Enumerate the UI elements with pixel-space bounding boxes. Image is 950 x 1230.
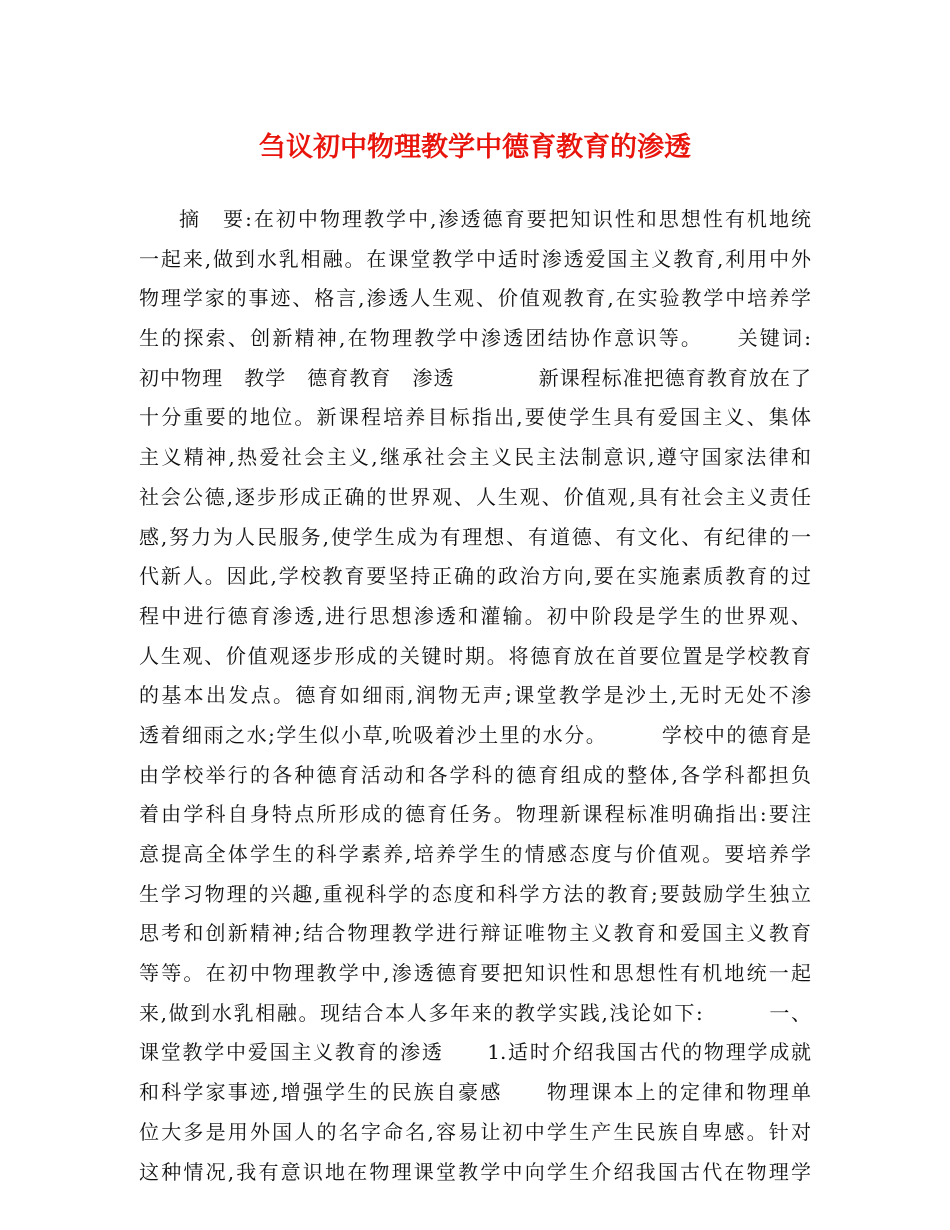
document-body [139,200,811,1192]
body-line: 生的探索、创新精神,在物理教学中渗透团结协作意识等。 关键词: [139,326,811,351]
body-line: 程中进行德育渗透,进行思想渗透和灌输。初中阶段是学生的世界观、 [139,603,811,628]
body-line: 摘 要:在初中物理教学中,渗透德育要把知识性和思想性有机地统 [179,207,811,231]
document-title: 刍议初中物理教学中德育教育的渗透 [259,132,691,163]
body-line: 课堂教学中爱国主义教育的渗透 1.适时介绍我国古代的物理学成就 [139,1040,811,1065]
body-line: 的基本出发点。德育如细雨,润物无声;课堂教学是沙土,无时无处不渗 [139,683,811,708]
body-line: 十分重要的地位。新课程培养目标指出,要使学生具有爱国主义、集体 [139,405,811,430]
body-line: 着由学科自身特点所形成的德育任务。物理新课程标准明确指出:要注 [139,802,811,827]
body-line: 来,做到水乳相融。现结合本人多年来的教学实践,浅论如下: 一、 [139,1000,811,1025]
body-line: 代新人。因此,学校教育要坚持正确的政治方向,要在实施素质教育的过 [139,564,811,589]
body-line: 由学校举行的各种德育活动和各学科的德育组成的整体,各学科都担负 [139,762,811,787]
body-line: 一起来,做到水乳相融。在课堂教学中适时渗透爱国主义教育,利用中外 [139,246,811,271]
body-line: 思考和创新精神;结合物理教学进行辩证唯物主义教育和爱国主义教育 [139,921,811,946]
body-line: 社会公德,逐步形成正确的世界观、人生观、价值观,具有社会主义责任 [139,484,811,509]
body-line: 生学习物理的兴趣,重视科学的态度和科学方法的教育;要鼓励学生独立 [139,881,811,906]
body-line: 感,努力为人民服务,使学生成为有理想、有道德、有文化、有纪律的一 [139,524,811,549]
body-line: 物理学家的事迹、格言,渗透人生观、价值观教育,在实验教学中培养学 [139,286,811,311]
body-line: 和科学家事迹,增强学生的民族自豪感 物理课本上的定律和物理单 [139,1080,811,1105]
body-line: 这种情况,我有意识地在物理课堂教学中向学生介绍我国古代在物理学 [139,1159,811,1184]
body-line: 等等。在初中物理教学中,渗透德育要把知识性和思想性有机地统一起 [139,961,811,986]
body-line: 初中物理 教学 德育教育 渗透 新课程标准把德育教育放在了 [139,365,811,390]
body-line: 位大多是用外国人的名字命名,容易让初中学生产生民族自卑感。针对 [139,1119,811,1144]
body-line: 主义精神,热爱社会主义,继承社会主义民主法制意识,遵守国家法律和 [139,445,811,470]
body-line: 意提高全体学生的科学素养,培养学生的情感态度与价值观。要培养学 [139,842,811,866]
body-line: 人生观、价值观逐步形成的关键时期。将德育放在首要位置是学校教育 [139,643,811,668]
body-line: 透着细雨之水;学生似小草,吮吸着沙土里的水分。 学校中的德育是 [139,722,811,747]
